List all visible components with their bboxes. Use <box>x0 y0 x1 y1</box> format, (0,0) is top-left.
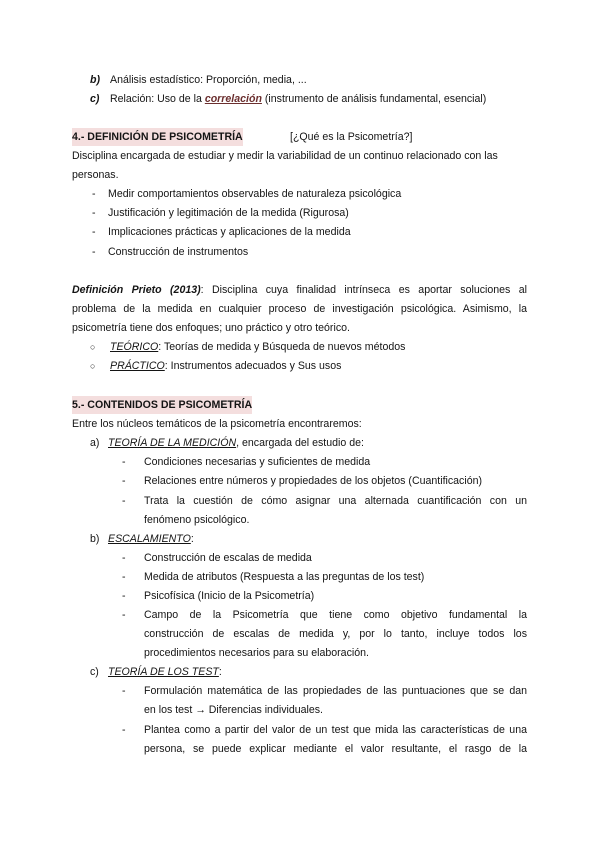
bullet-item: - Medida de atributos (Respuesta a las preguntas de los test) <box>122 571 425 583</box>
topic-c: c) TEORÍA DE LOS TEST: <box>90 666 222 678</box>
topic-title: TEORÍA DE LOS TEST <box>108 666 219 678</box>
bullet-item: - Trata la cuestión de cómo asignar una alternada cuantificación con un <box>122 495 527 507</box>
bullet-item: - Justificación y legitimación de la medida (Rigurosa) <box>92 207 349 219</box>
section-5-heading-row <box>0 396 600 414</box>
paragraph-line: problema de la medida en cualquier proceso de investigación psicológica. Asimismo, la <box>72 303 527 315</box>
definition-label: Definición Prieto (2013) <box>72 284 201 296</box>
circle-bullet-icon: ○ <box>90 342 96 352</box>
circle-bullet-icon: ○ <box>90 361 96 371</box>
paragraph-line: persona, se puede explicar mediante el valor resultante, el rasgo de la <box>144 743 527 755</box>
bullet-item: - Plantea como a partir del valor de un test que mida las características de una <box>122 724 527 736</box>
paragraph-line: procedimientos necesarios para su elaboración. <box>144 647 369 659</box>
bullet-item: - Implicaciones prácticas y aplicaciones de la medida <box>92 226 351 238</box>
section-question: [¿Qué es la Psicometría?] <box>290 131 413 143</box>
paragraph-line: Disciplina encargada de estudiar y medir la variabilidad de un continuo relacionado con las <box>72 150 498 162</box>
paragraph-line: Definición Prieto (2013): Disciplina cuya finalidad intrínseca es aportar soluciones al <box>72 284 527 296</box>
bullet-item: - Relaciones entre números y propiedades de los objetos (Cuantificación) <box>122 475 483 487</box>
topic-title: ESCALAMIENTO <box>108 533 191 545</box>
list-marker: c) <box>90 93 100 105</box>
bullet-item: - Construcción de escalas de medida <box>122 552 312 564</box>
paragraph-line: personas. <box>72 169 119 181</box>
section-heading: 4.- DEFINICIÓN DE PSICOMETRÍA <box>72 128 243 146</box>
topic-b: b) ESCALAMIENTO: <box>90 533 194 545</box>
paragraph-line: psicometría tiene dos enfoques; uno práctico y otro teórico. <box>72 322 350 334</box>
section-4-heading-row <box>0 128 600 146</box>
topic-title: TEORÍA DE LA MEDICIÓN <box>108 437 237 449</box>
bullet-item: - Psicofísica (Inicio de la Psicometría) <box>122 590 315 602</box>
paragraph-line: Entre los núcleos temáticos de la psicometría encontraremos: <box>72 418 362 430</box>
approach-item: ○ TEÓRICO: Teorías de medida y Búsqueda de nuevos métodos <box>0 338 600 356</box>
topic-a: a) TEORÍA DE LA MEDICIÓN, encargada del estudio de: <box>90 437 364 449</box>
bullet-item: - Construcción de instrumentos <box>92 246 249 258</box>
emphasized-term: correlación <box>204 93 262 105</box>
bullet-item: - Condiciones necesarias y suficientes de medida <box>122 456 371 468</box>
bullet-item: - Formulación matemática de las propiedades de las puntuaciones que se dan <box>122 685 527 697</box>
approach-item: ○ PRÁCTICO: Instrumentos adecuados y Sus usos <box>0 357 600 375</box>
list-marker: b) <box>90 74 100 86</box>
list-item-c <box>0 90 600 108</box>
section-heading: 5.- CONTENIDOS DE PSICOMETRÍA <box>72 396 252 414</box>
list-item-b <box>0 71 600 89</box>
paragraph-line: fenómeno psicológico. <box>144 514 250 526</box>
paragraph-line: en los test → Diferencias individuales. <box>144 704 324 716</box>
paragraph-line: construcción de escalas de medida y, por lo tanto, incluye todos los <box>144 628 527 640</box>
bullet-item: - Campo de la Psicometría que tiene como objetivo fundamental la <box>122 609 527 621</box>
list-item-text: Análisis estadístico: Proporción, media, ... <box>110 74 307 86</box>
bullet-item: - Medir comportamientos observables de naturaleza psicológica <box>92 188 402 200</box>
list-item-text: Relación: Uso de la correlación (instrumento de análisis fundamental, esencial) <box>110 93 487 105</box>
